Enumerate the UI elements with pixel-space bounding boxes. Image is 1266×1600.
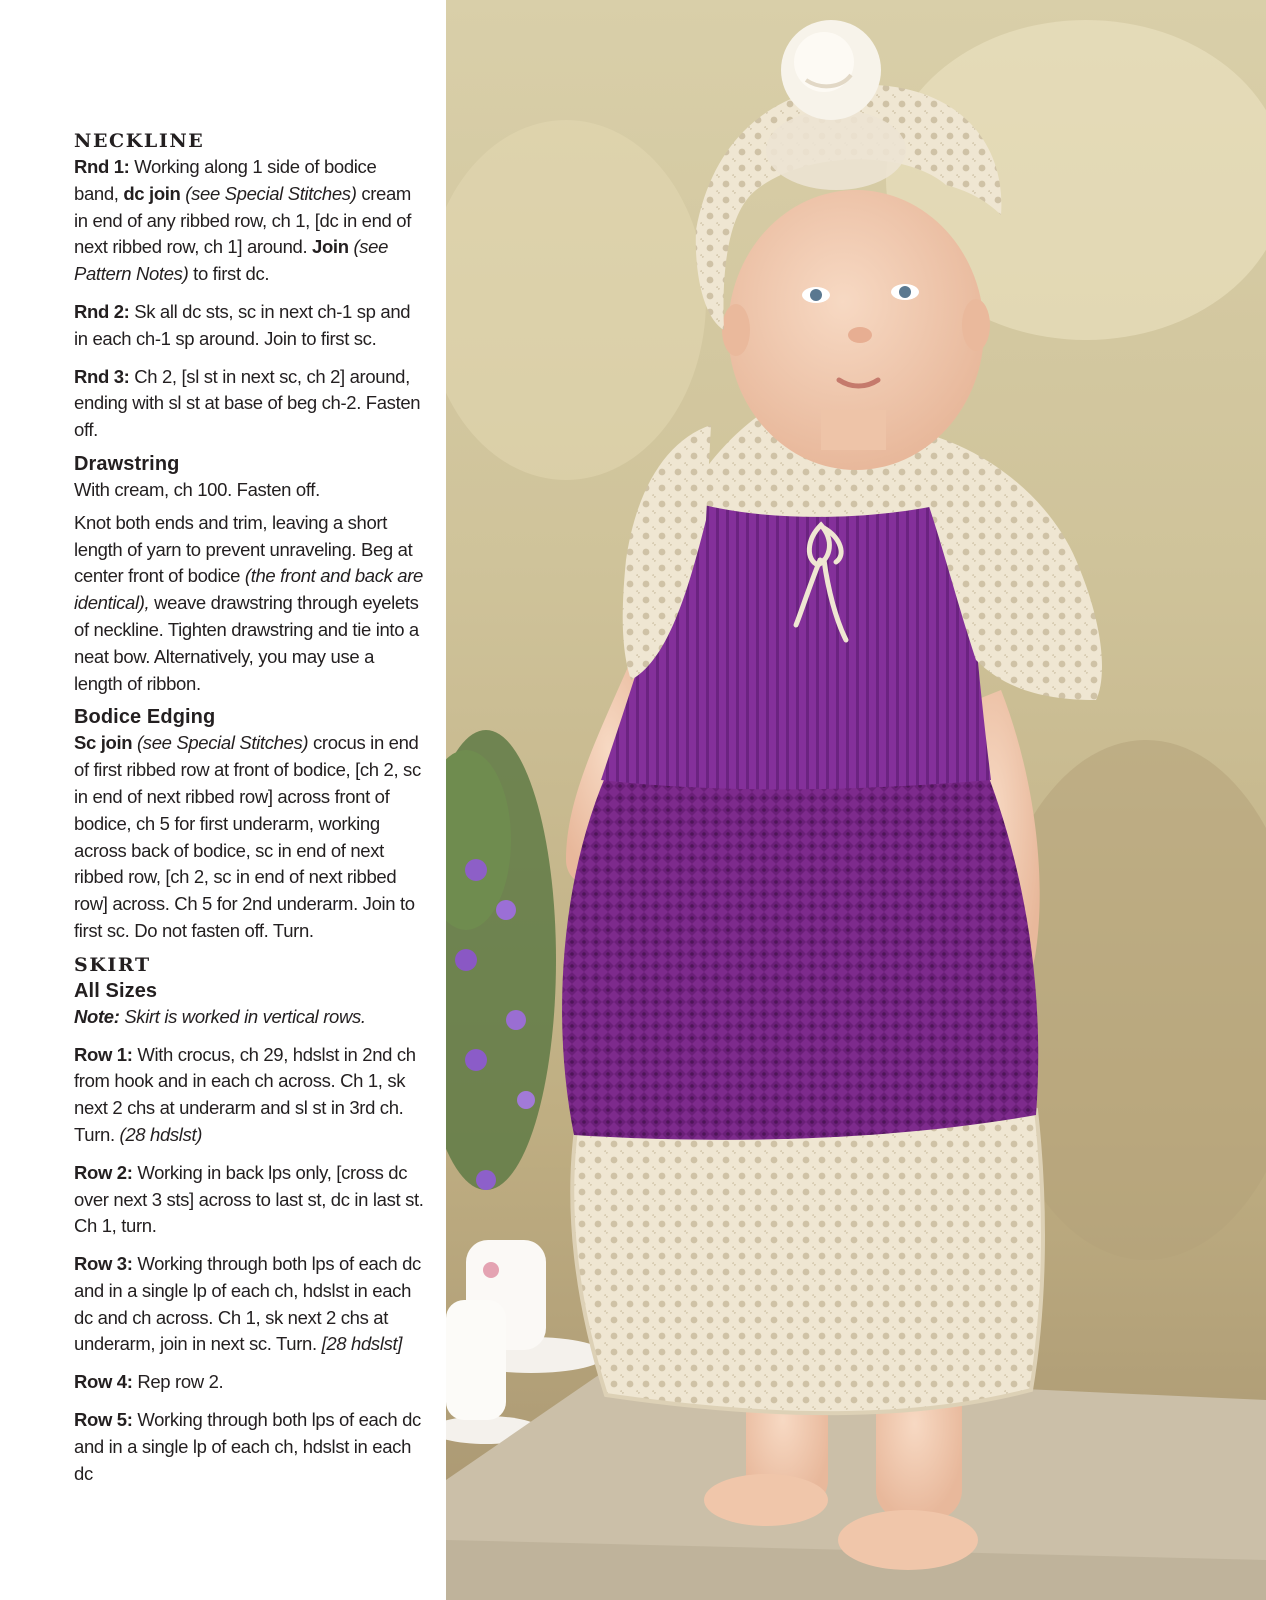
aside-note: (the front and back are identical), (74, 565, 423, 614)
row-text: Rep row 2. (132, 1371, 224, 1393)
neckline-heading: NECKLINE (74, 130, 205, 152)
toddler-dress-photo (446, 0, 1266, 1600)
skirt-subheading: All Sizes (74, 979, 158, 1002)
rnd-text: to first dc. (188, 263, 270, 285)
skirt-row-5 (74, 1407, 424, 1487)
drawstring-heading: Drawstring (74, 452, 180, 475)
bodice-edging-heading: Bodice Edging (74, 706, 216, 729)
neckline-rnd-1 (74, 154, 424, 288)
stitch-count: (28 hdslst) (119, 1123, 203, 1145)
drawstring-step-1: With cream, ch 100. Fasten off. (74, 478, 320, 500)
note-label: Note: (74, 1005, 120, 1027)
rnd-label: Rnd 3: (74, 365, 130, 387)
stitch-term: Sc join (74, 732, 133, 754)
cross-reference: (see Pattern Notes) (74, 236, 389, 285)
row-text: Working through both lps of each dc and in a single lp of each ch, hdslst in each dc (74, 1409, 421, 1484)
row-label: Row 5: (74, 1409, 133, 1431)
row-label: Row 2: (74, 1161, 133, 1183)
skirt-heading: SKIRT (74, 953, 151, 976)
purple-knit-skirt (562, 770, 1038, 1140)
stitch-term: Join (312, 236, 349, 258)
skirt-row-3 (74, 1251, 424, 1358)
neckline-rnd-2 (74, 299, 424, 353)
row-label: Row 4: (74, 1371, 133, 1393)
rnd-text: Ch 2, [sl st in next sc, ch 2] around, ending with sl st at base of beg ch-2. Fasten off. (74, 365, 421, 441)
step-text: weave drawstring through eyelets of neckline. Tighten drawstring and tie into a neat bow. Alternatively, you may use a length of ribbon. (74, 592, 419, 694)
skirt-row-1 (74, 1042, 424, 1149)
cross-reference: (see Special Stitches) (132, 732, 309, 754)
rnd-text: Sk all dc sts, sc in next ch-1 sp and in each ch-1 sp around. Join to first sc. (74, 300, 411, 349)
rnd-text: Working along 1 side of bodice band, (74, 156, 377, 204)
pattern-instructions-column (74, 128, 424, 1498)
cross-reference: (see Special Stitches) (180, 182, 357, 204)
row-label: Row 1: (74, 1043, 133, 1065)
neckline-rnd-3 (74, 364, 424, 444)
skirt-row-2 (74, 1160, 424, 1240)
skirt-row-4 (74, 1369, 424, 1396)
note-text: Skirt is worked in vertical rows. (119, 1005, 366, 1027)
bodice-edging-step (74, 730, 424, 944)
row-text: With crocus, ch 29, hdslst in 2nd ch from hook and in each ch across. Ch 1, sk next 2 chs at underarm and sl st in 3rd ch. Turn. (74, 1043, 416, 1145)
rnd-text: cream in end of any ribbed row, ch 1, [dc in end of next ribbed row, ch 1] around. (74, 182, 412, 258)
rnd-label: Rnd 2: (74, 300, 130, 322)
stitch-term: dc join (123, 182, 181, 204)
row-label: Row 3: (74, 1253, 133, 1275)
skirt-note (74, 1004, 424, 1031)
stitch-count: [28 hdslst] (321, 1333, 403, 1355)
row-text: Working in back lps only, [cross dc over next 3 sts] across to last st, dc in last st. Ch 1, turn. (74, 1161, 424, 1237)
rnd-label: Rnd 1: (74, 156, 130, 177)
step-text: crocus in end of first ribbed row at front of bodice, [ch 2, sc in end of next ribbed row] across front of bodice, ch 5 for first underarm, working across back of bodice, sc in end of next ribbed row, [ch 2, sc in end of next ribbed row] across. Ch 5 for 2nd underarm. Join to first sc. Do not fasten off. Turn. (74, 732, 421, 941)
drawstring-step-2 (74, 510, 424, 698)
row-text: Working through both lps of each dc and in a single lp of each ch, hdslst in each dc and ch across. Ch 1, sk next 2 chs at underarm, join in next sc. Turn. (74, 1253, 421, 1355)
skirt-lace-hem (572, 1110, 1043, 1413)
step-text: Knot both ends and trim, leaving a short length of yarn to prevent unraveling. Beg at center front of bodice (74, 511, 413, 587)
